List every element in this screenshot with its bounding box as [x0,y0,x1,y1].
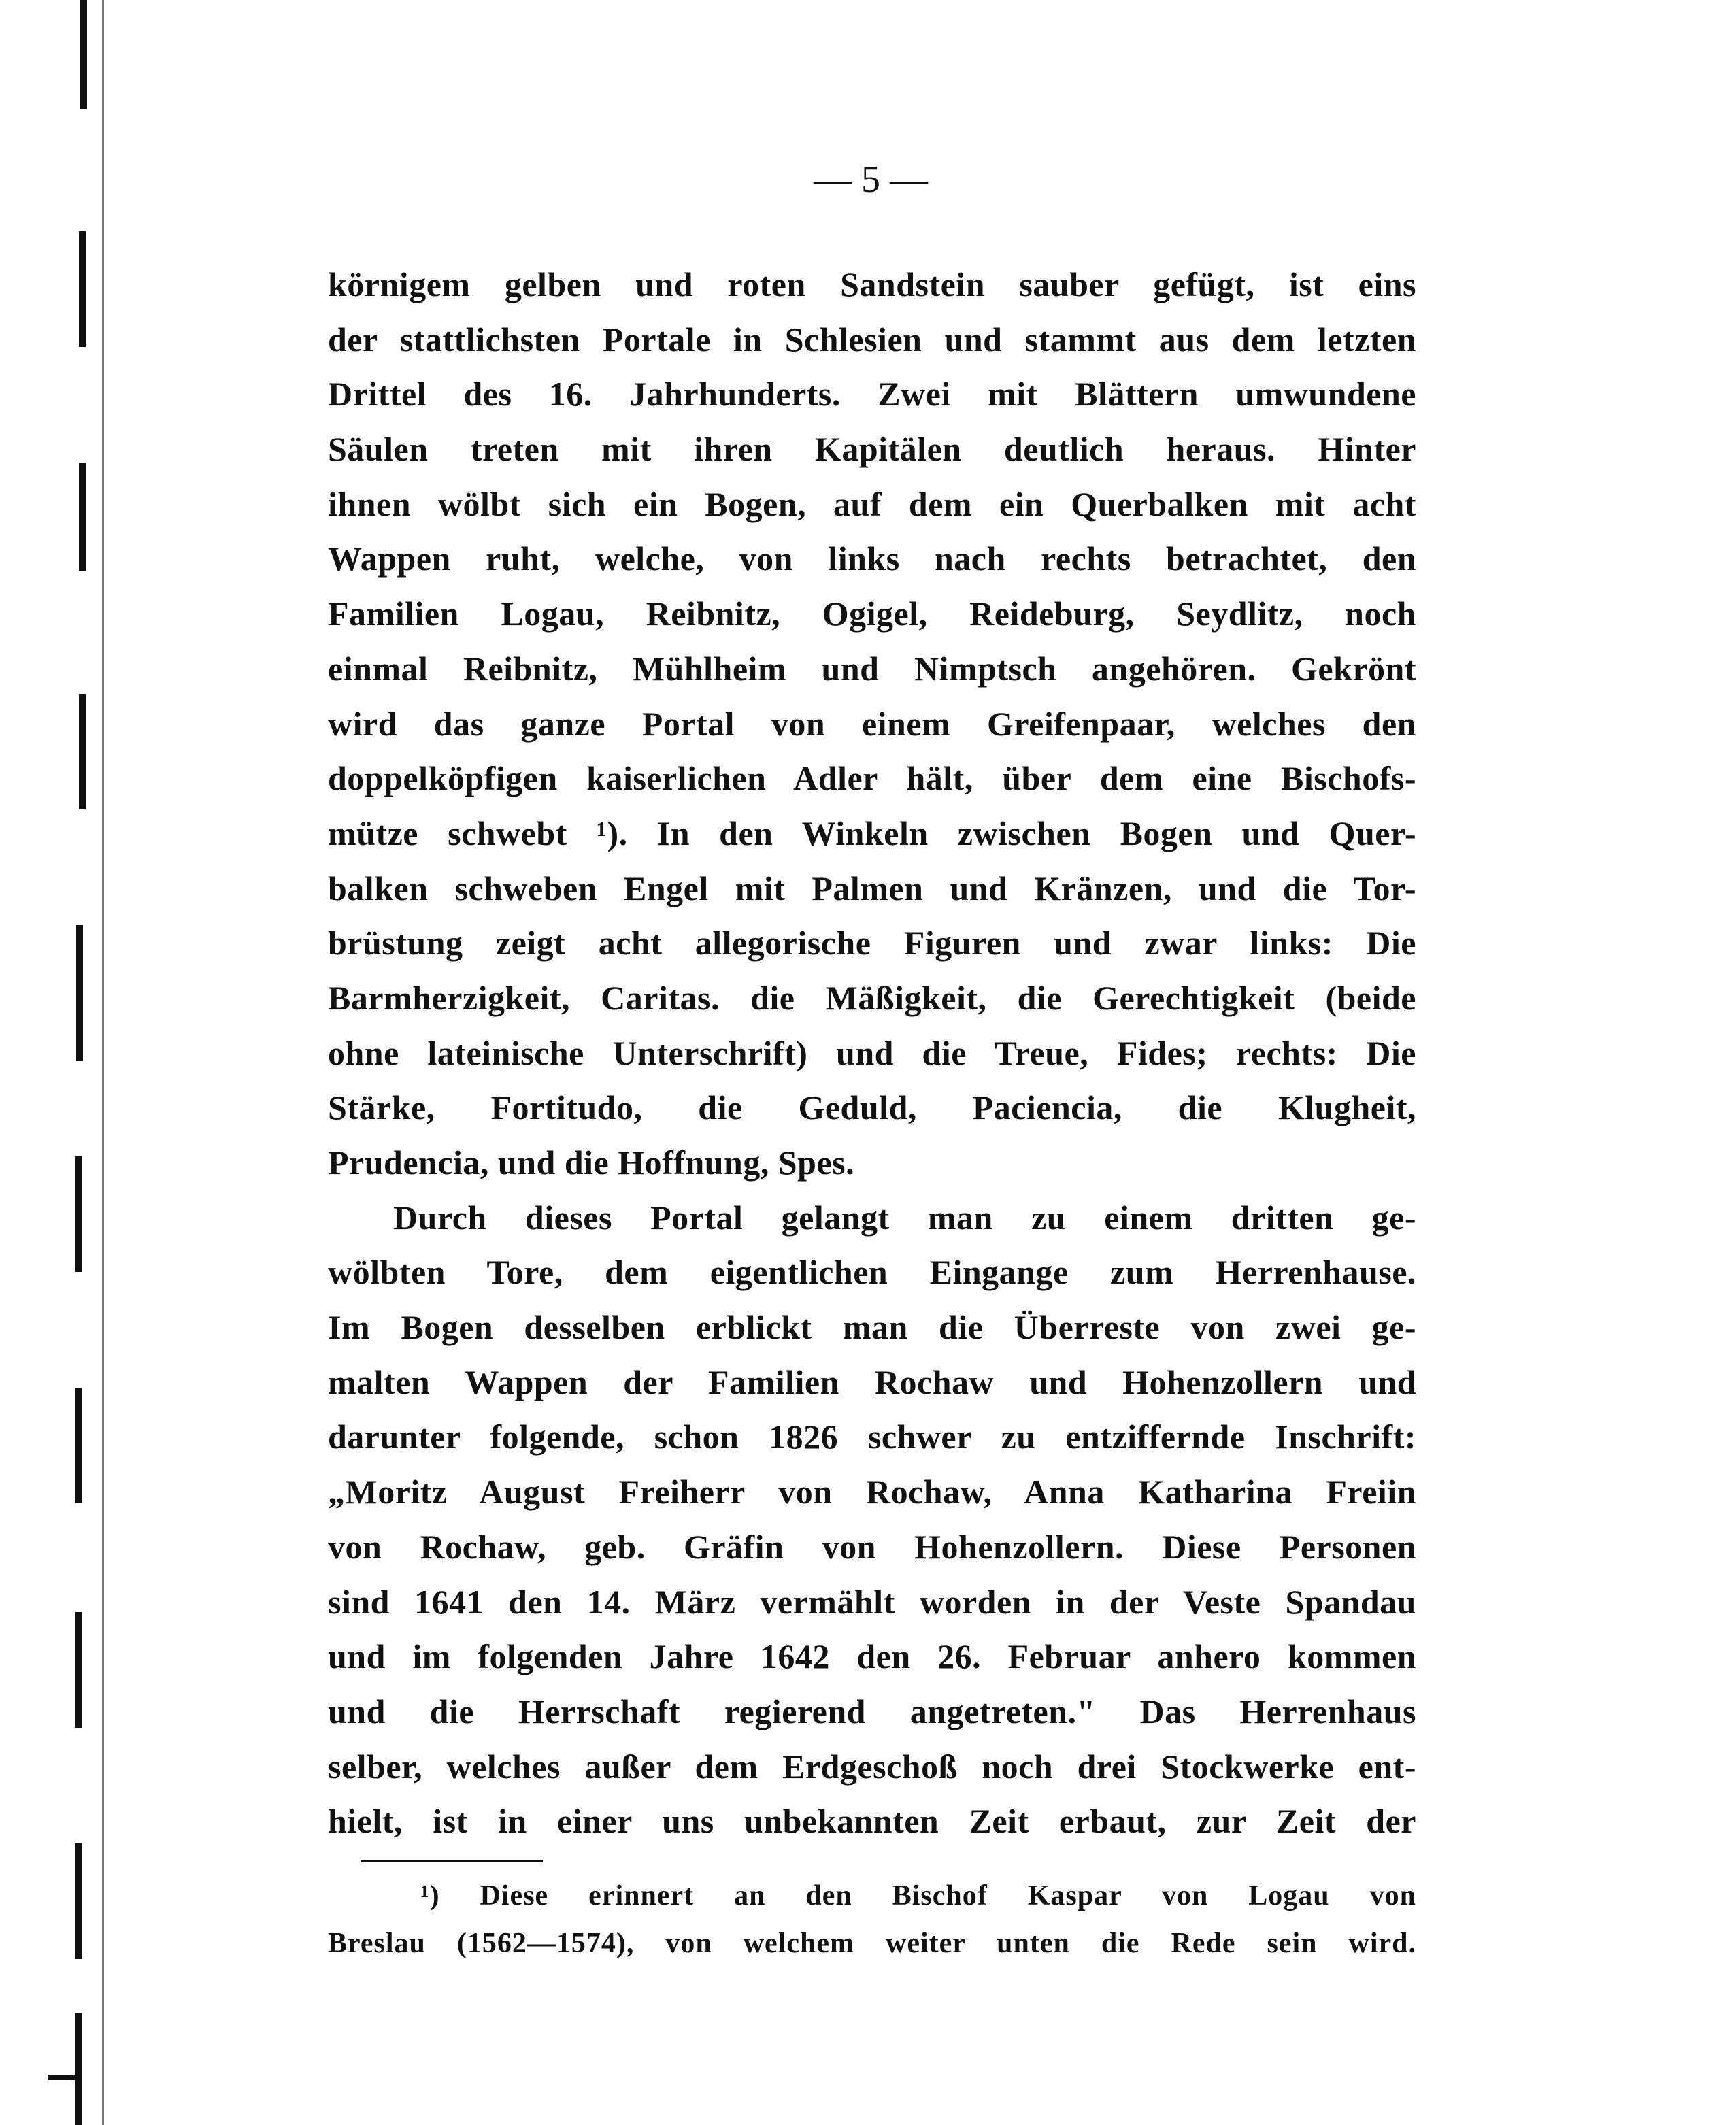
text-line: selber, welches außer dem Erdgeschoß noch drei Stockwerke ent- [328,1747,1416,1786]
text-line: wölbten Tore, dem eigentlichen Eingange zum Herrenhause. [328,1253,1416,1292]
text-line: brüstung zeigt acht allegorische Figuren und zwar links: Die [328,924,1416,963]
text-line: Familien Logau, Reibnitz, Ogigel, Reideburg, Seydlitz, noch [328,595,1416,633]
paragraph-start-line: Durch dieses Portal gelangt man zu einem dritten ge- [393,1198,1416,1237]
page-number: — 5 — [814,158,928,201]
text-line: malten Wappen der Familien Rochaw und Hohenzollern und [328,1362,1416,1401]
text-line: und die Herrschaft regierend angetreten." Das Herrenhaus [328,1692,1416,1730]
text-line: Wappen ruht, welche, von links nach rechts betrachtet, den [328,539,1416,578]
text-line: hielt, ist in einer uns unbekannten Zeit erbaut, zur Zeit der [328,1802,1416,1841]
footnote-line: ¹) Diese erinnert an den Bischof Kaspar von Logau von [420,1880,1416,1911]
text-line: balken schweben Engel mit Palmen und Kränzen, und die Tor- [328,869,1416,907]
text-line: doppelköpfigen kaiserlichen Adler hält, über dem eine Bischofs- [328,759,1416,798]
paragraph-end-line: Prudencia, und die Hoffnung, Spes. [328,1143,855,1182]
text-line: sind 1641 den 14. März vermählt worden in der Veste Spandau [328,1582,1416,1621]
text-line: darunter folgende, schon 1826 schwer zu entziffernde Inschrift: [328,1418,1416,1456]
text-line: Drittel des 16. Jahrhunderts. Zwei mit Blättern umwundene [328,375,1416,414]
text-line: „Moritz August Freiherr von Rochaw, Anna Katharina Freiin [328,1473,1416,1511]
text-line: der stattlichsten Portale in Schlesien und stammt aus dem letzten [328,320,1416,358]
text-line: Barmherzigkeit, Caritas. die Mäßigkeit, die Gerechtigkeit (beide [328,978,1416,1017]
text-line: ohne lateinische Unterschrift) und die Treue, Fides; rechts: Die [328,1033,1416,1072]
text-line: Im Bogen desselben erblickt man die Überreste von zwei ge- [328,1308,1416,1347]
text-line: Säulen treten mit ihren Kapitälen deutlich heraus. Hinter [328,430,1416,469]
text-line: mütze schwebt ¹). In den Winkeln zwischen Bogen und Quer- [328,814,1416,852]
text-line: wird das ganze Portal von einem Greifenpaar, welches den [328,704,1416,743]
text-line: ihnen wölbt sich ein Bogen, auf dem ein Querbalken mit acht [328,484,1416,523]
text-line: und im folgenden Jahre 1642 den 26. Februar anhero kommen [328,1637,1416,1676]
footnote-separator [361,1860,543,1862]
body-text [328,257,1416,1849]
text-line: körnigem gelben und roten Sandstein sauber gefügt, ist eins [328,265,1416,303]
text-line: einmal Reibnitz, Mühlheim und Nimptsch angehören. Gekrönt [328,649,1416,688]
text-line: von Rochaw, geb. Gräfin von Hohenzollern. Diese Personen [328,1527,1416,1566]
footnote [328,1872,1416,1967]
footnote-line: Breslau (1562—1574), von welchem weiter unten die Rede sein wird. [328,1928,1416,1959]
text-line: Stärke, Fortitudo, die Geduld, Paciencia, die Klugheit, [328,1088,1416,1127]
